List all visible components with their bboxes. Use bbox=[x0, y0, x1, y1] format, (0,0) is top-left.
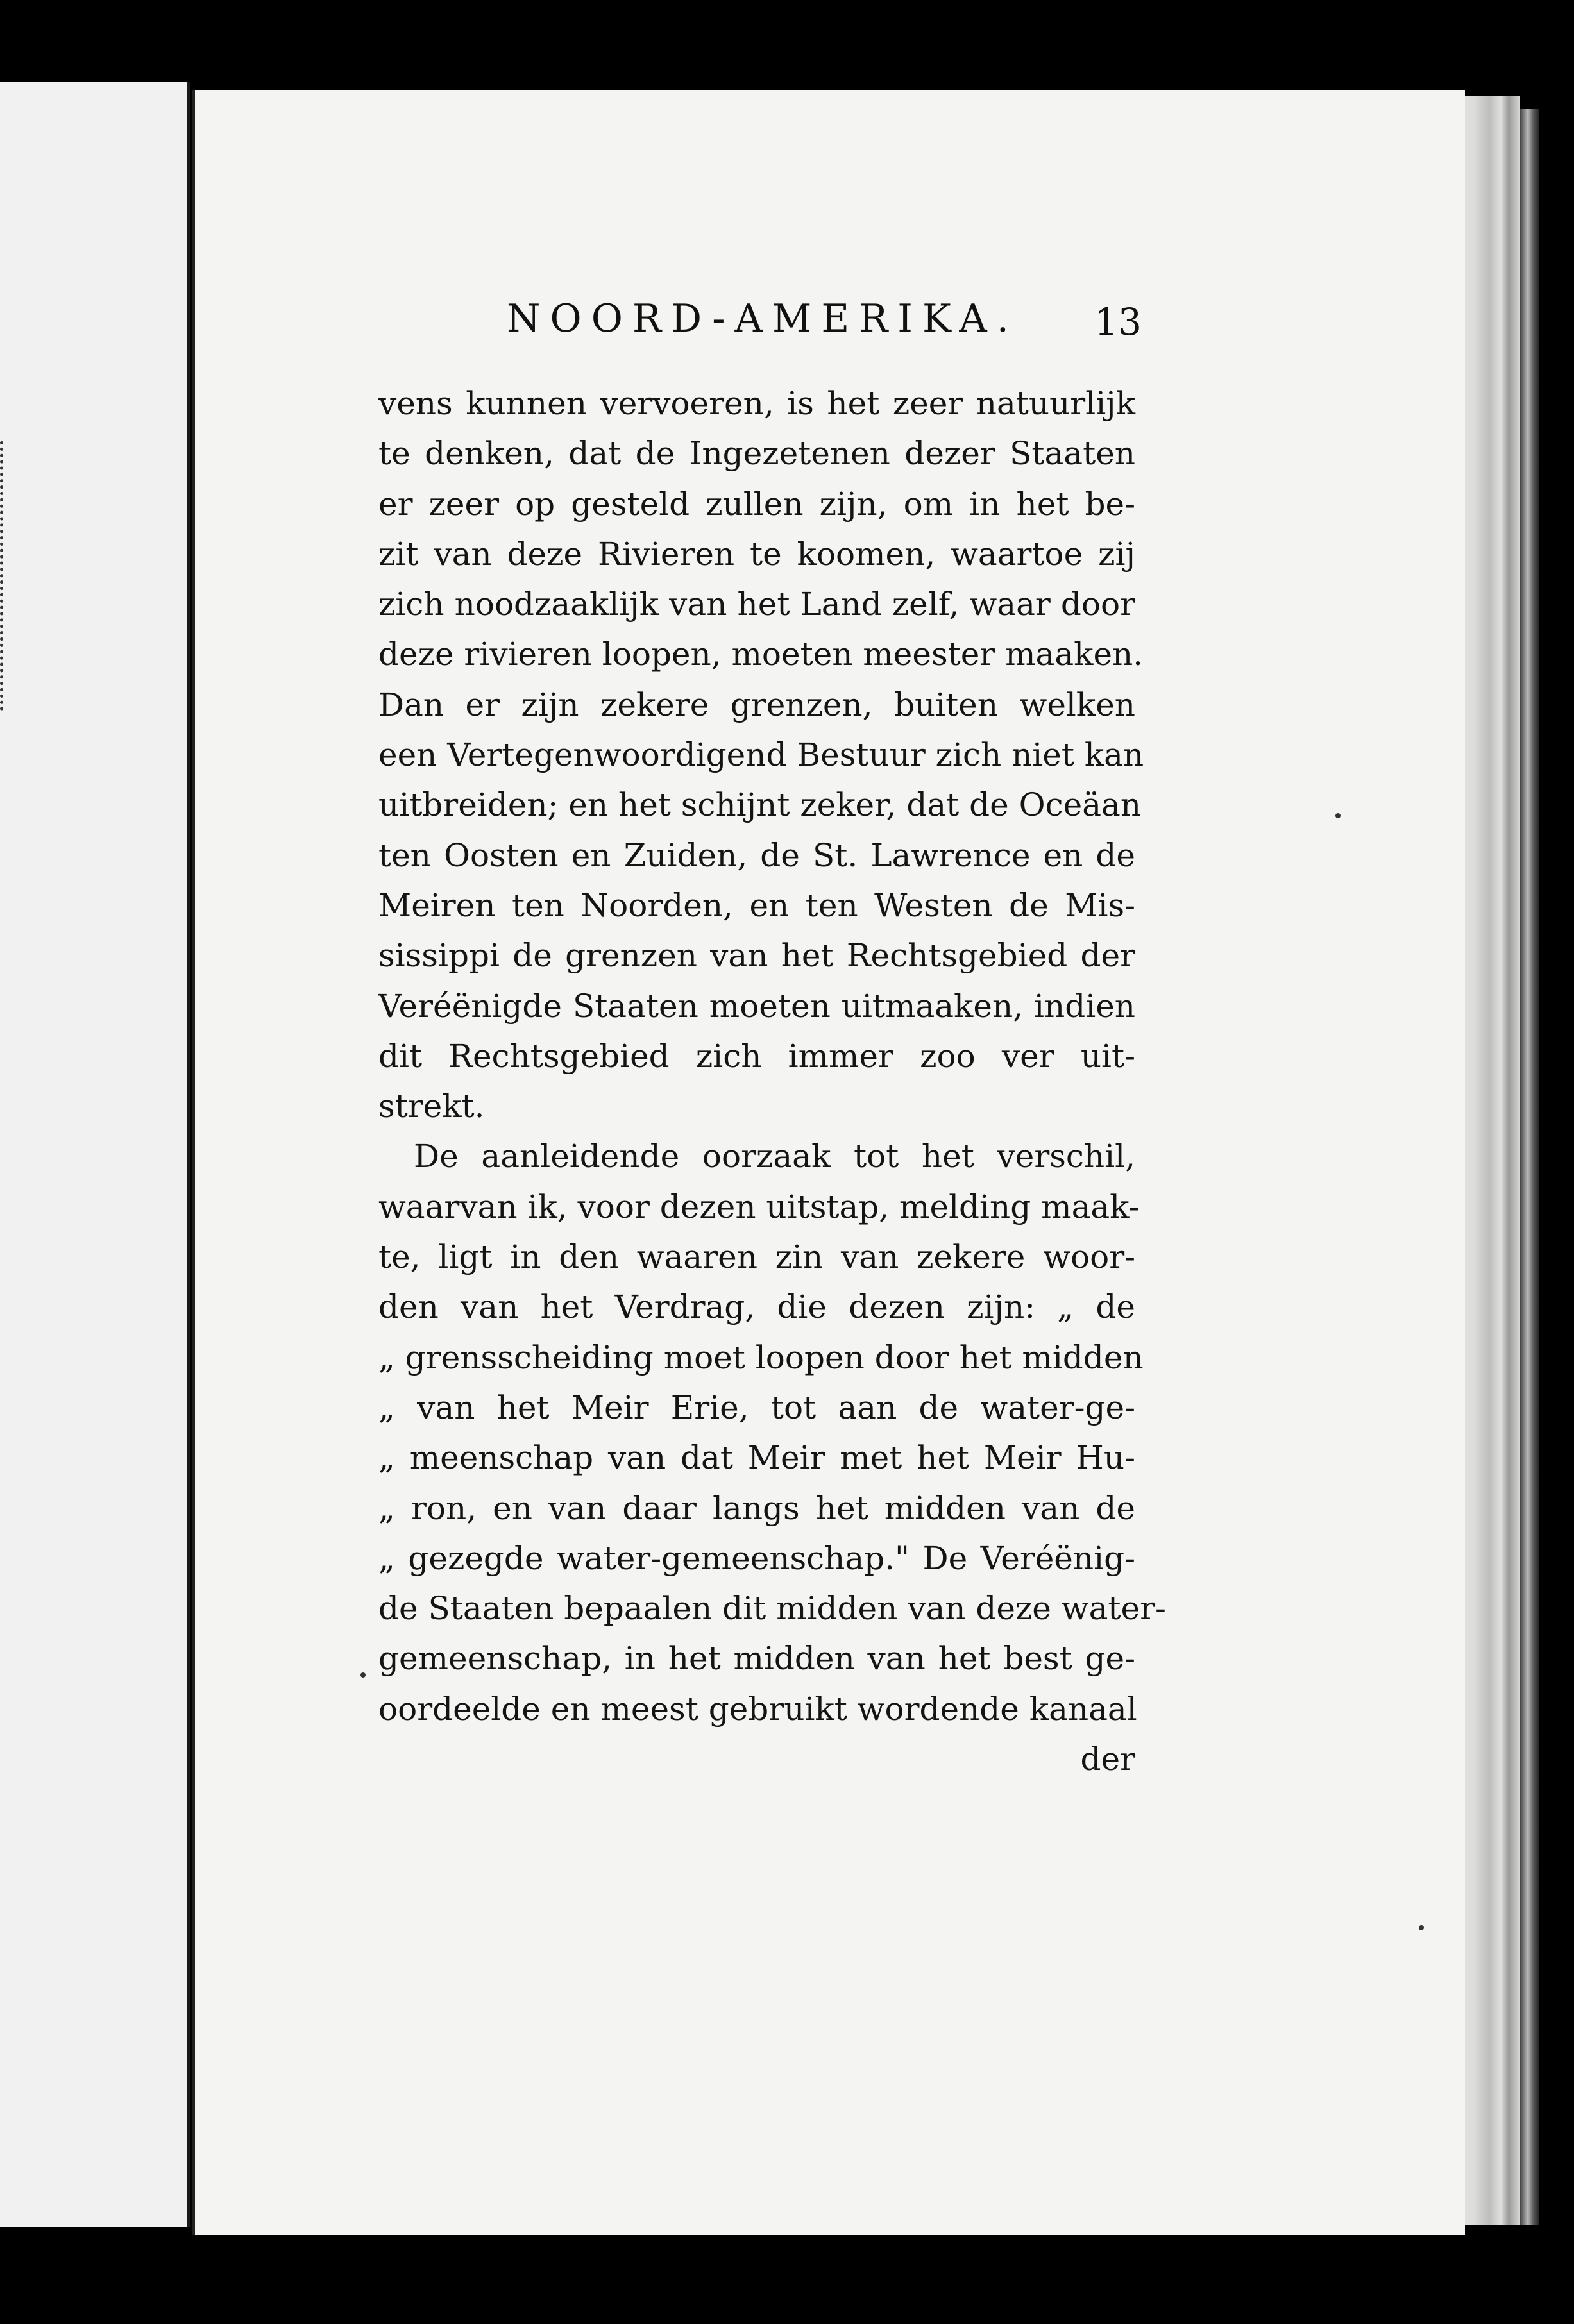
text-line: den van het Verdrag, die dezen zijn: „ de bbox=[378, 1288, 1135, 1326]
text-line: „ ron, en van daar langs het midden van de bbox=[378, 1489, 1135, 1527]
text-line: dit Rechtsgebied zich immer zoo ver uit- bbox=[378, 1037, 1135, 1075]
text-line: „ van het Meir Erie, tot aan de water-ge- bbox=[378, 1388, 1135, 1426]
text-line: sissippi de grenzen van het Rechtsgebied der bbox=[378, 937, 1135, 975]
text-line: deze rivieren loopen, moeten meester maaken. bbox=[378, 636, 1144, 673]
text-line: „ gezegde water-gemeenschap." De Veréënig- bbox=[378, 1539, 1135, 1577]
text-line: „ grensscheiding moet loopen door het midden bbox=[378, 1338, 1144, 1376]
text-line: Meiren ten Noorden, en ten Westen de Mis- bbox=[378, 886, 1135, 924]
paper-speck bbox=[360, 1672, 366, 1678]
text-line: er zeer op gesteld zullen zijn, om in het be- bbox=[378, 485, 1135, 523]
text-line: te, ligt in den waaren zin van zekere woor- bbox=[378, 1238, 1135, 1276]
paper-speck bbox=[1335, 813, 1341, 818]
text-line: ten Oosten en Zuiden, de St. Lawrence en de bbox=[378, 836, 1135, 874]
paper-speck bbox=[1419, 1925, 1424, 1930]
text-line: een Vertegenwoordigend Bestuur zich niet kan bbox=[378, 736, 1144, 774]
facing-page-show-through bbox=[0, 441, 10, 711]
text-line: Veréënigde Staaten moeten uitmaaken, indien bbox=[378, 987, 1135, 1025]
page-header bbox=[507, 296, 1142, 348]
text-line: te denken, dat de Ingezetenen dezer Staaten bbox=[378, 435, 1135, 473]
text-line: „ meenschap van dat Meir met het Meir Hu- bbox=[378, 1439, 1135, 1477]
page-number: 13 bbox=[1094, 300, 1142, 344]
text-line: strekt. bbox=[378, 1088, 485, 1125]
running-head: NOORD-AMERIKA. bbox=[507, 296, 1019, 341]
text-line: oordeelde en meest gebruikt wordende kanaal bbox=[378, 1690, 1137, 1728]
text-line: De aanleidende oorzaak tot het verschil, bbox=[414, 1138, 1135, 1175]
book-fore-edge bbox=[1520, 109, 1539, 2225]
text-line: de Staaten bepaalen dit midden van deze water- bbox=[378, 1590, 1166, 1628]
catchword: der bbox=[1080, 1740, 1135, 1778]
text-line: zich noodzaaklijk van het Land zelf, waar door bbox=[378, 585, 1135, 623]
facing-page-edge bbox=[0, 82, 190, 2227]
text-line: uitbreiden; en het schijnt zeker, dat de Oceäan bbox=[378, 786, 1142, 824]
text-line: zit van deze Rivieren te koomen, waartoe zij bbox=[378, 535, 1135, 573]
text-line: gemeenschap, in het midden van het best ge- bbox=[378, 1640, 1135, 1678]
body-text bbox=[378, 378, 1166, 1784]
text-line: waarvan ik, voor dezen uitstap, melding maak- bbox=[378, 1188, 1140, 1225]
text-line: Dan er zijn zekere grenzen, buiten welken bbox=[378, 686, 1135, 723]
text-line: vens kunnen vervoeren, is het zeer natuurlijk bbox=[378, 385, 1135, 422]
